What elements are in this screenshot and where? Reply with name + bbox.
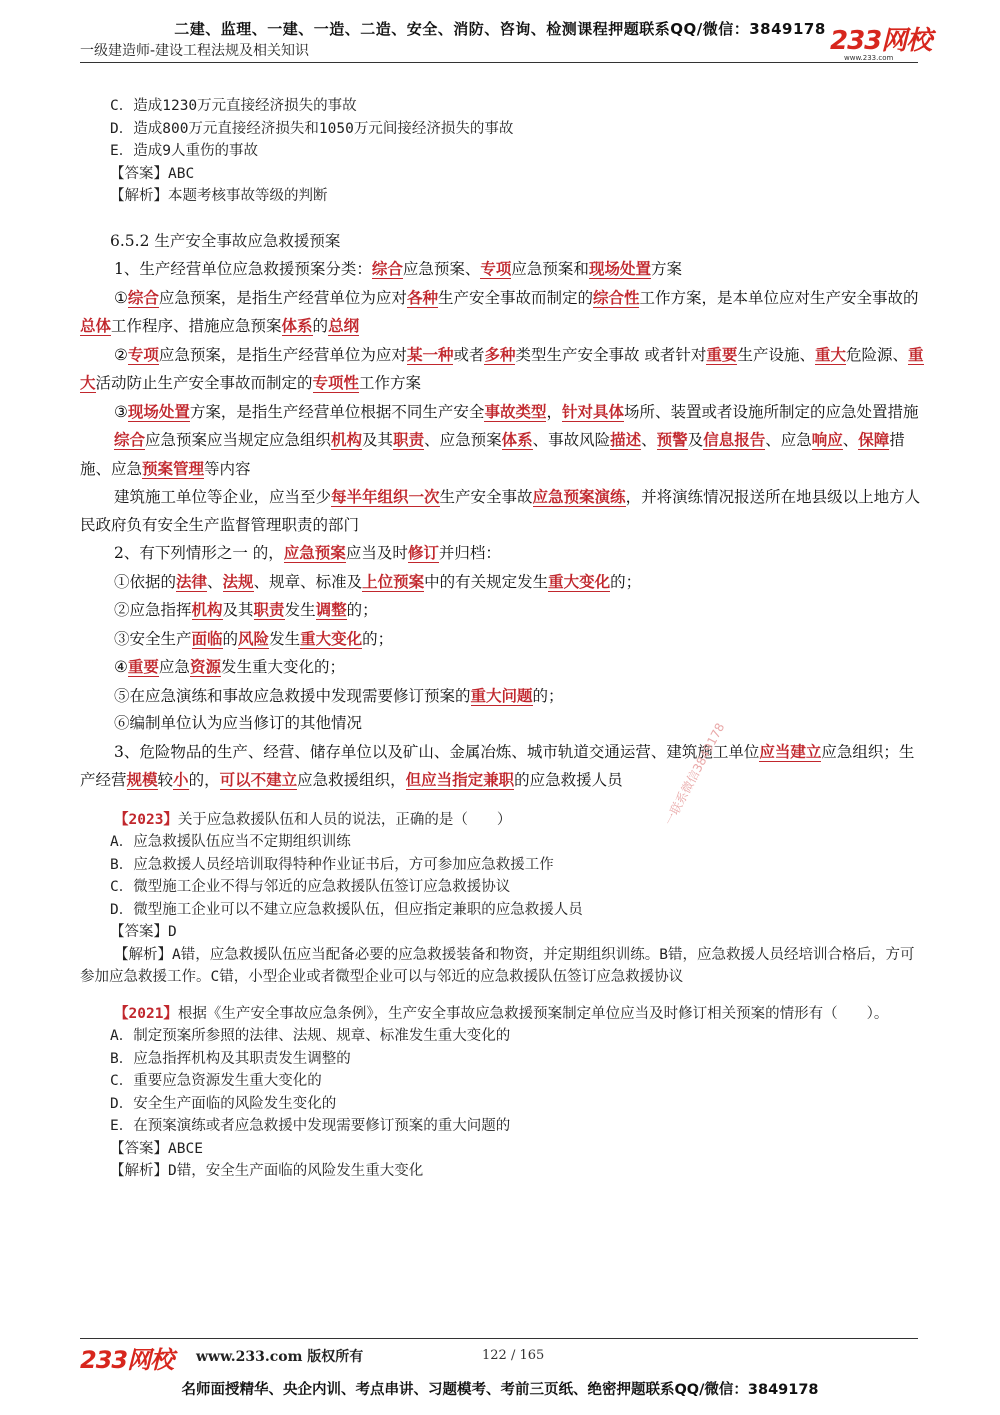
text-run: 工作方案 (359, 374, 422, 392)
option: D．微型施工企业可以不建立应急救援队伍，但应指定兼职的应急救援人员 (110, 901, 583, 918)
key-term: 重大 (814, 344, 846, 364)
text-run: 工作程序、措施应急预案 (111, 317, 282, 335)
text-run: 的； (610, 572, 642, 591)
text-run: 及 (687, 431, 704, 449)
text-run: 危险源、 (845, 345, 908, 364)
text-run: ⑥编制单位认为应当修订的其他情况 (114, 714, 363, 732)
text-run: ③安全生产 (114, 629, 192, 648)
key-term: 总体 (80, 316, 112, 335)
key-term: 多种 (484, 344, 516, 364)
text-run: 、规章、标准及 (253, 572, 363, 591)
footer-divider (80, 1338, 918, 1339)
option: A．制定预案所参照的法律、法规、规章、标准发生重大变化的 (110, 1028, 511, 1044)
paragraph (80, 284, 925, 341)
paragraph (80, 398, 925, 427)
key-term: 但应当指定兼职 (405, 770, 515, 789)
key-term: 重要 (127, 657, 159, 676)
paragraph (80, 682, 925, 711)
paragraph (80, 738, 925, 795)
text-run: 方案，是指生产经营单位根据不同生产安全 (189, 402, 485, 421)
text-run: 、事故风险 (532, 431, 611, 449)
text-run: 类型生产安全事故 或者针对 (515, 345, 707, 364)
paragraph (80, 710, 925, 738)
paragraph (80, 625, 925, 654)
key-term: 现场处置 (127, 401, 190, 421)
text-run: 生产设施、 (737, 345, 815, 364)
option: D．造成800万元直接经济损失和1050万元间接经济损失的事故 (110, 120, 514, 137)
key-term: 应急预案演练 (532, 487, 626, 506)
text-run: ①依据的 (114, 572, 177, 591)
text-run: 生产安全事故而制定的 (437, 288, 593, 307)
text-run: ②应急指挥 (114, 601, 192, 619)
answer: 【答案】D (110, 924, 177, 940)
key-term: 响应 (811, 430, 843, 449)
option: E．造成9人重伤的事故 (110, 143, 258, 159)
text-run: ④ (114, 658, 128, 676)
key-term: 重大问题 (470, 685, 533, 705)
text-run: 应急预案，是指生产经营单位为应对 (158, 345, 407, 364)
option: C．重要应急资源发生重大变化的 (110, 1073, 322, 1089)
key-term: 职责 (393, 430, 425, 449)
key-term: 描述 (610, 430, 642, 449)
answer: 【答案】ABCE (110, 1140, 203, 1157)
option: E．在预案演练或者应急救援中发现需要修订预案的重大问题的 (110, 1118, 511, 1134)
text-run: ① (114, 288, 128, 307)
option: B．应急救援人员经培训取得特种作业证书后，方可参加应急救援工作 (110, 856, 554, 873)
key-term: 重大 (80, 344, 924, 392)
option: D．安全生产面临的风险发生变化的 (110, 1095, 337, 1112)
key-term: 重大变化 (548, 571, 611, 591)
text-run: 应急预案和 (511, 260, 589, 278)
key-term: 体系 (501, 430, 533, 449)
key-term: 应当建立 (759, 741, 822, 761)
text-run: 中的有关规定发生 (424, 572, 549, 591)
text-run: 应急救援组织， (297, 771, 406, 789)
paragraph (80, 653, 925, 682)
key-term: 重要 (706, 344, 738, 364)
text-run: 、 (641, 431, 657, 449)
text-run: 应急 (158, 658, 190, 676)
text-run: 应急组织；生产经营 (80, 742, 915, 789)
brand-logo (830, 28, 940, 62)
text-run: 、 (207, 572, 223, 591)
text-run: 的 (312, 317, 329, 335)
option: C．造成1230万元直接经济损失的事故 (110, 98, 357, 114)
text-run: ，并将演练情况报送所在地县级以上地方人民政府负有安全生产监督管理职责的部门 (80, 488, 921, 534)
text-run: 的； (346, 601, 378, 619)
key-term: 综合 (114, 430, 146, 449)
text-run: ② (114, 345, 128, 364)
key-term: 每半年组织一次 (331, 487, 440, 506)
key-term: 职责 (253, 600, 285, 619)
top-banner: 二建、监理、一建、一造、二造、安全、消防、咨询、检测课程押题联系QQ/微信：3849178 (174, 20, 826, 38)
key-term: 法律 (176, 571, 208, 591)
subject-title: 一级建造师-建设工程法规及相关知识 (80, 43, 310, 59)
logo-text: 233网校 (830, 26, 932, 56)
year-tag: 【2021】 (114, 1005, 178, 1022)
key-term: 专项 (127, 344, 159, 364)
text-run: 并归档： (438, 544, 501, 562)
text-run: 的， (188, 771, 220, 789)
key-term: 专项性 (312, 373, 360, 392)
key-term: 机构 (191, 600, 223, 619)
key-term: 上位预案 (362, 571, 425, 591)
key-term: 调整 (315, 600, 347, 619)
key-term: 信息报告 (703, 430, 766, 449)
key-term: 体系 (281, 316, 313, 335)
key-term: 规模 (126, 770, 158, 789)
key-term: 机构 (331, 430, 363, 449)
text-run: 、应急 (765, 431, 812, 449)
key-term: 风险 (238, 628, 270, 648)
text-run: 生产安全事故 (439, 488, 533, 506)
paragraph (80, 483, 925, 539)
text-run: ③ (114, 402, 128, 421)
analysis: 【解析】A错，应急救援队伍应当配备必要的应急救援装备和物资，并定期组织训练。B错，应急救援人员经培训合格后，方可参加应急救援工作。C错，小型企业或者微型企业可以与邻近的应急救援队伍签订应急救援协议 (80, 946, 915, 985)
text-run: 较 (157, 771, 174, 789)
answer: 【答案】ABC (110, 165, 195, 182)
paragraph (80, 568, 925, 597)
key-term: 总纲 (328, 316, 360, 335)
key-term: 面临 (191, 628, 223, 648)
key-term: 专项 (480, 259, 512, 278)
text-run: 场所、装置或者设施所制定的应急处置措施 (623, 402, 919, 421)
option: A．应急救援队伍应当不定期组织训练 (110, 834, 351, 850)
paragraph (80, 426, 925, 483)
option: C．微型施工企业不得与邻近的应急救援队伍签订应急救援协议 (110, 879, 511, 895)
key-term: 各种 (406, 287, 438, 307)
analysis: 【解析】D错，安全生产面临的风险发生重大变化 (110, 1163, 424, 1179)
text-run: 及其 (222, 601, 254, 619)
key-term: 法规 (222, 571, 254, 591)
key-term: 针对具体 (561, 401, 624, 421)
key-term: 事故类型 (484, 401, 547, 421)
page-number: 122 / 165 (482, 1348, 545, 1363)
paragraph (80, 539, 925, 568)
key-term: 预案管理 (142, 458, 205, 478)
text-run: 的 (222, 629, 239, 648)
key-term: 某一种 (406, 344, 454, 364)
key-term: 小 (173, 770, 189, 789)
stem-text: 关于应急救援队伍和人员的说法，正确的是（ ） (177, 811, 512, 828)
key-term: 预警 (656, 430, 688, 449)
paragraph (80, 255, 925, 284)
section-title: 6.5.2 生产安全事故应急救援预案 (110, 231, 341, 250)
text-run: 发生 (269, 629, 301, 648)
text-run: 应急预案、 (402, 260, 481, 278)
stem-text: 根据《生产安全事故应急条例》，生产安全事故应急救援预案制定单位应当及时修订相关预案的情形有（ ）。 (177, 1005, 889, 1022)
question-stem (80, 1003, 925, 1026)
text-run: 工作方案，是本单位应对生产安全事故的 (639, 288, 919, 307)
key-term: 可以不建立 (219, 770, 298, 789)
watermark: 一联系微信3849178 (661, 720, 728, 828)
key-term: 保障 (858, 430, 890, 449)
question-stem (80, 809, 925, 832)
paragraph (80, 596, 925, 625)
footer-logo: 233网校 (80, 1346, 174, 1374)
text-run: 的应急救援人员 (514, 771, 623, 789)
text-run: 、应急预案 (424, 431, 502, 449)
text-run: 发生 (284, 601, 316, 619)
text-run: 或者 (453, 345, 485, 364)
key-term: 重大变化 (300, 628, 363, 648)
year-tag: 【2023】 (114, 811, 178, 828)
text-run: 的； (362, 629, 394, 648)
text-run: 应急预案，是指生产经营单位为应对 (158, 288, 407, 307)
footer-copyright: www.233.com 版权所有 (196, 1349, 364, 1365)
page-content (80, 95, 925, 1183)
text-run: 、 (842, 431, 859, 449)
text-run: 应急预案应当规定应急组织 (145, 431, 332, 449)
text-run: 建筑施工单位等企业，应当至少 (114, 488, 332, 506)
text-run: ， (546, 402, 562, 421)
key-term: 应急预案 (283, 543, 346, 562)
text-run: 3、危险物品的生产、经营、储存单位以及矿山、金属冶炼、城市轨道交通运营、建筑施工单位 (114, 742, 760, 761)
text-run: 措施、应急 (80, 431, 905, 478)
text-run: 发生重大变化的； (220, 658, 345, 676)
logo-url: www.233.com (844, 54, 894, 62)
text-run: 方案 (650, 260, 682, 278)
key-term: 修订 (407, 543, 439, 562)
text-run: 的； (532, 686, 564, 705)
key-term: 资源 (189, 657, 221, 676)
text-run: 及其 (362, 431, 394, 449)
key-term: 综合性 (592, 287, 640, 307)
text-run: 1、生产经营单位应急救援预案分类： (114, 260, 372, 278)
text-run: 等内容 (204, 459, 251, 478)
analysis: 【解析】本题考核事故等级的判断 (110, 188, 328, 204)
header-divider (80, 62, 918, 63)
bottom-banner: 名师面授精华、央企内训、考点串讲、习题模考、考前三页纸、绝密押题联系QQ/微信：3849178 (181, 1382, 819, 1398)
option: B．应急指挥机构及其职责发生调整的 (110, 1050, 351, 1067)
key-term: 综合 (371, 259, 403, 278)
paragraph (80, 341, 925, 398)
text-run: 活动防止生产安全事故而制定的 (95, 374, 313, 392)
key-term: 综合 (127, 287, 159, 307)
text-run: 2、有下列情形之一 的， (114, 544, 284, 562)
text-run: ⑤在应急演练和事故应急救援中发现需要修订预案的 (114, 686, 471, 705)
text-run: 应当及时 (345, 544, 408, 562)
key-term: 现场处置 (588, 259, 651, 278)
